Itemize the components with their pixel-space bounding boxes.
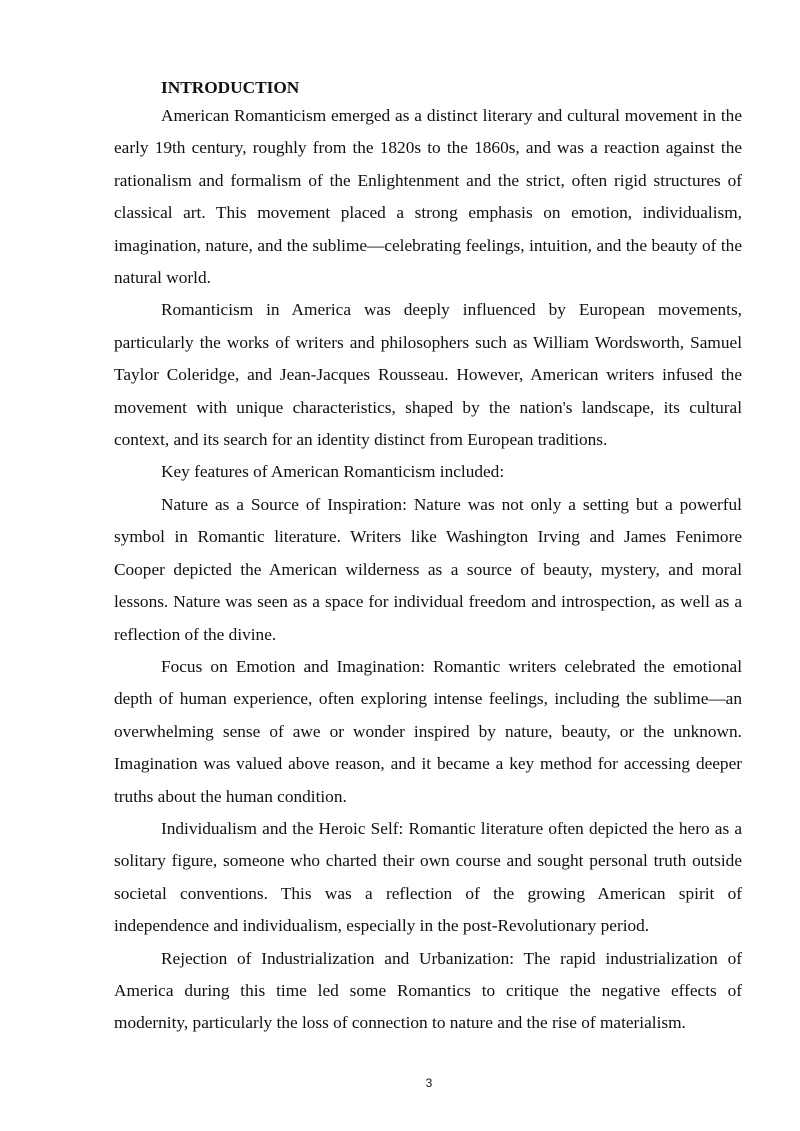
paragraph-key-features: Key features of American Romanticism included: bbox=[161, 462, 505, 482]
page-number: 3 bbox=[425, 1076, 433, 1090]
paragraph-nature: Nature as a Source of Inspiration: Nature was not only a setting but a powerful symbol in Romantic literature. Writers like Washington Irving and James Fenimore Cooper depicted the American wilderness as a source of beauty, mystery, and moral lessons. Nature was seen as a space for individual freedom and introspection, as well as a reflection of the divine. bbox=[114, 494, 742, 644]
paragraph-influences: Romanticism in America was deeply influenced by European movements, particularly the works of writers and philosophers such as William Wordsworth, Samuel Taylor Coleridge, and Jean-Jacques Rousseau. However, American writers infused the movement with unique characteristics, shaped by the nation's landscape, its cultural context, and its search for an identity distinct from European traditions. bbox=[114, 300, 742, 450]
paragraph-individualism: Individualism and the Heroic Self: Romantic literature often depicted the hero as a solitary figure, someone who charted their own course and sought personal truth outside societal conventions. This was a reflection of the growing American spirit of independence and individualism, especially in the post-Revolutionary period. bbox=[114, 818, 742, 936]
paragraph-intro: American Romanticism emerged as a distinct literary and cultural movement in the early 19th century, roughly from the 1820s to the 1860s, and was a reaction against the rationalism and formalism of the Enlightenment and the strict, often rigid structures of classical art. This movement placed a strong emphasis on emotion, individualism, imagination, nature, and the sublime—celebrating feelings, intuition, and the beauty of the natural world. bbox=[114, 106, 742, 288]
page-body bbox=[114, 76, 742, 1040]
section-heading: INTRODUCTION bbox=[161, 78, 300, 97]
paragraph-industrialization: Rejection of Industrialization and Urbanization: The rapid industrialization of America during this time led some Romantics to critique the negative effects of modernity, particularly the loss of connection to nature and the rise of materialism. bbox=[114, 948, 742, 1033]
paragraph-emotion: Focus on Emotion and Imagination: Romantic writers celebrated the emotional depth of human experience, often exploring intense feelings, including the sublime—an overwhelming sense of awe or wonder inspired by nature, beauty, or the unknown. Imagination was valued above reason, and it became a key method for accessing deeper truths about the human condition. bbox=[114, 656, 742, 806]
